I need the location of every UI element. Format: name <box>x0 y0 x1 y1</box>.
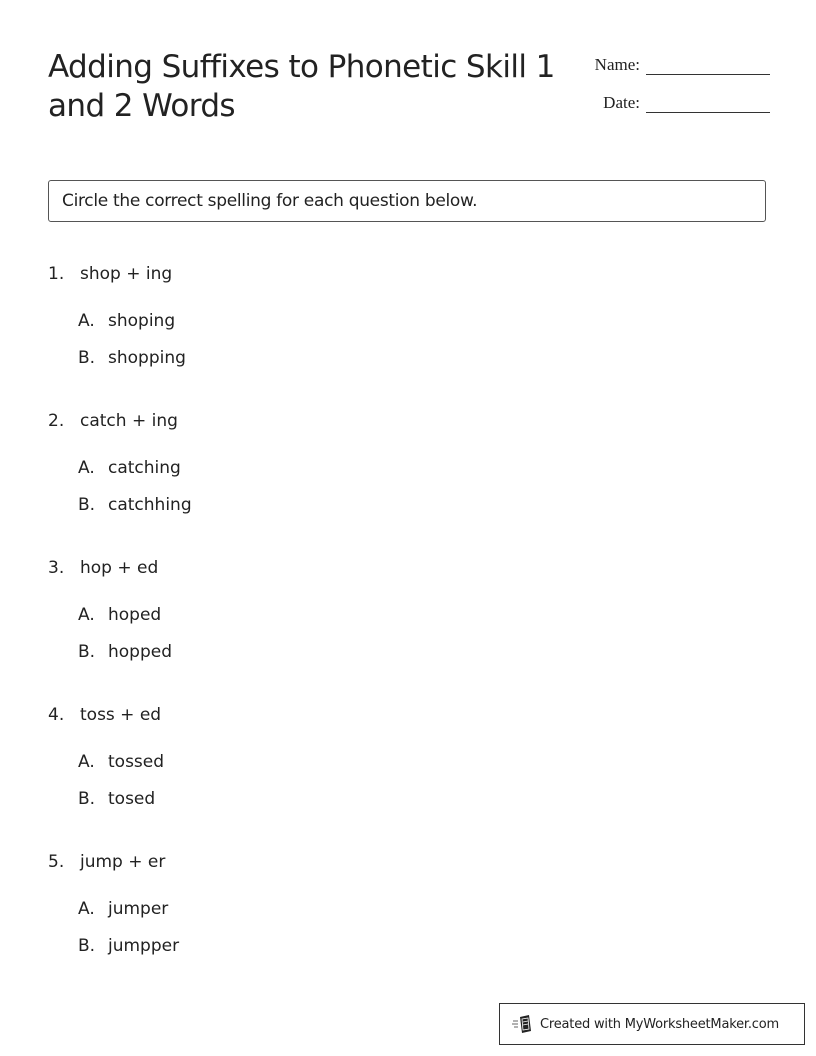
name-label: Name: <box>594 55 640 74</box>
question-2 <box>48 409 748 556</box>
option-text: shopping <box>108 348 186 368</box>
option-b[interactable] <box>78 787 155 811</box>
question-stem <box>48 262 172 286</box>
option-text: shoping <box>108 311 176 331</box>
option-text: hopped <box>108 642 173 662</box>
question-list <box>48 262 748 997</box>
option-b[interactable] <box>78 934 179 958</box>
name-row <box>595 52 770 75</box>
option-letter: B. <box>78 789 96 809</box>
option-b[interactable] <box>78 346 186 370</box>
option-letter: B. <box>78 936 96 956</box>
date-blank-line[interactable] <box>646 90 770 113</box>
question-stem <box>48 703 161 727</box>
option-letter: A. <box>78 458 95 478</box>
question-stem <box>48 409 178 433</box>
question-stem <box>48 850 165 874</box>
option-b[interactable] <box>78 493 192 517</box>
option-letter: B. <box>78 642 96 662</box>
option-text: jumper <box>108 899 169 919</box>
footer-badge[interactable] <box>499 1003 805 1045</box>
worksheet-maker-logo-icon <box>512 1014 534 1034</box>
option-letter: A. <box>78 899 95 919</box>
instructions-box: Circle the correct spelling for each question below. <box>48 180 766 222</box>
question-text: jump + er <box>80 852 166 872</box>
question-text: catch + ing <box>80 411 178 431</box>
option-text: tosed <box>108 789 156 809</box>
option-letter: A. <box>78 311 95 331</box>
question-text: toss + ed <box>80 705 162 725</box>
question-3 <box>48 556 748 703</box>
option-letter: B. <box>78 348 96 368</box>
worksheet-title: Adding Suffixes to Phonetic Skill 1 and 2 Words <box>48 49 555 124</box>
question-number: 2. <box>48 411 65 431</box>
option-letter: A. <box>78 605 95 625</box>
question-number: 5. <box>48 852 65 872</box>
option-text: catchhing <box>108 495 192 515</box>
question-number: 3. <box>48 558 65 578</box>
question-1 <box>48 262 748 409</box>
option-text: jumpper <box>108 936 180 956</box>
option-a[interactable] <box>78 750 164 774</box>
option-b[interactable] <box>78 640 172 664</box>
option-text: hoped <box>108 605 162 625</box>
option-a[interactable] <box>78 309 175 333</box>
question-stem <box>48 556 158 580</box>
option-a[interactable] <box>78 897 168 921</box>
option-a[interactable] <box>78 456 181 480</box>
question-text: shop + ing <box>80 264 173 284</box>
question-number: 4. <box>48 705 65 725</box>
option-text: catching <box>108 458 181 478</box>
option-text: tossed <box>108 752 165 772</box>
question-text: hop + ed <box>80 558 159 578</box>
option-a[interactable] <box>78 603 161 627</box>
option-letter: B. <box>78 495 96 515</box>
question-number: 1. <box>48 264 65 284</box>
question-4 <box>48 703 748 850</box>
date-label: Date: <box>603 93 640 112</box>
footer-text: Created with MyWorksheetMaker.com <box>540 1016 779 1032</box>
option-letter: A. <box>78 752 95 772</box>
date-row <box>603 90 770 113</box>
question-5 <box>48 850 748 997</box>
name-blank-line[interactable] <box>646 52 770 75</box>
